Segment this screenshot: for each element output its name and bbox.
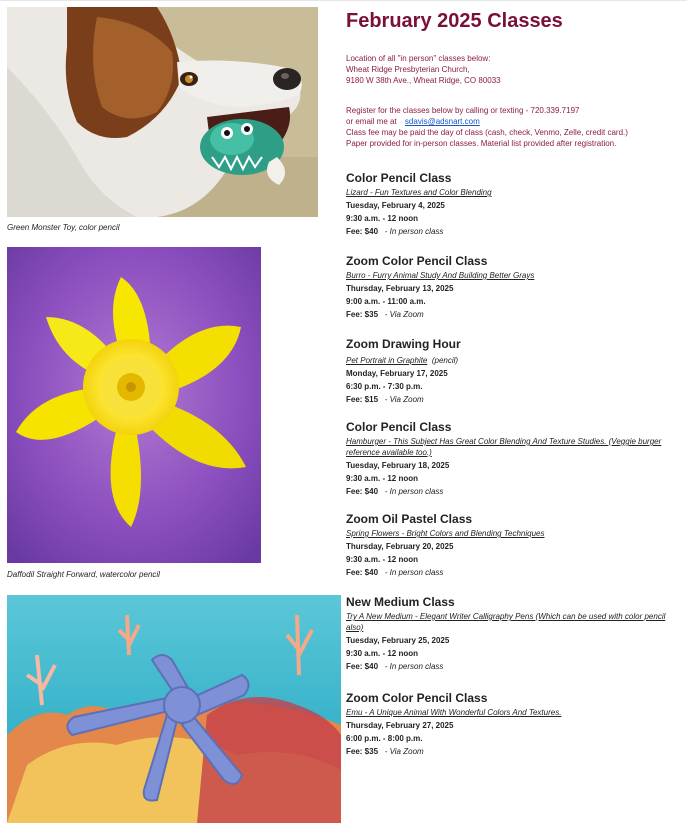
class-mode: - Via Zoom <box>384 310 424 319</box>
top-divider <box>0 0 687 1</box>
artwork-caption: Daffodil Straight Forward, watercolor pencil <box>7 570 160 579</box>
class-time: 9:00 a.m. - 11:00 a.m. <box>346 297 426 306</box>
class-fee: Fee: $40 <box>346 487 379 496</box>
paper-line: Paper provided for in-person classes. Material list provided after registration. <box>346 139 617 148</box>
artwork-caption: Green Monster Toy, color pencil <box>7 223 120 232</box>
fee-payment-line: Class fee may be paid the day of class (cash, check, Venmo, Zelle, credit card.) <box>346 128 628 137</box>
class-fee: Fee: $35 <box>346 747 379 756</box>
class-date: Thursday, February 27, 2025 <box>346 721 454 730</box>
artwork-dog-monster-toy <box>7 7 318 217</box>
class-title: Color Pencil Class <box>346 171 452 185</box>
class-fee: Fee: $35 <box>346 310 379 319</box>
class-date: Thursday, February 20, 2025 <box>346 542 454 551</box>
class-fee: Fee: $40 <box>346 568 379 577</box>
class-mode: - Via Zoom <box>384 747 424 756</box>
class-time: 6:00 p.m. - 8:00 p.m. <box>346 734 423 743</box>
daffodil-illustration <box>7 247 261 563</box>
class-subject: Try A New Medium - Elegant Writer Calligraphy Pens (Which can be used with color pencil also) <box>346 612 666 632</box>
class-title: Zoom Oil Pastel Class <box>346 512 473 526</box>
email-prefix: or email me at <box>346 117 397 126</box>
class-title: Zoom Drawing Hour <box>346 337 461 351</box>
class-subject: Burro - Furry Animal Study And Building Better Grays <box>346 271 535 280</box>
class-subject: Spring Flowers - Bright Colors and Blending Techniques <box>346 529 545 538</box>
class-time: 6:30 p.m. - 7:30 p.m. <box>346 382 423 391</box>
class-subject: Emu - A Unique Animal With Wonderful Colors And Textures. <box>346 708 562 717</box>
class-title: Zoom Color Pencil Class <box>346 254 488 268</box>
class-subject-note: (pencil) <box>431 356 459 365</box>
class-date: Tuesday, February 18, 2025 <box>346 461 450 470</box>
class-entry <box>346 512 676 578</box>
class-entry <box>346 420 676 497</box>
class-fee-row <box>346 309 676 320</box>
class-fee: Fee: $40 <box>346 227 379 236</box>
class-time: 9:30 a.m. - 12 noon <box>346 649 419 658</box>
class-entry <box>346 691 676 757</box>
starfish-illustration <box>7 595 341 823</box>
class-entry <box>346 254 676 320</box>
class-entry <box>346 595 676 672</box>
class-time: 9:30 a.m. - 12 noon <box>346 555 419 564</box>
class-subject: Pet Portrait in Graphite <box>346 356 428 365</box>
class-entry <box>346 337 676 405</box>
class-entry <box>346 171 676 237</box>
class-date: Tuesday, February 4, 2025 <box>346 201 445 210</box>
location-info <box>346 53 501 86</box>
class-subject: Hamburger - This Subject Has Great Color Blending And Texture Studies. (Veggie burger reference available too.) <box>346 437 662 457</box>
class-fee: Fee: $40 <box>346 662 379 671</box>
class-date: Tuesday, February 25, 2025 <box>346 636 450 645</box>
location-line: Wheat Ridge Presbyterian Church, <box>346 65 470 74</box>
class-date: Thursday, February 13, 2025 <box>346 284 454 293</box>
class-time: 9:30 a.m. - 12 noon <box>346 214 419 223</box>
class-mode: - In person class <box>384 487 444 496</box>
class-subject: Lizard - Fun Textures and Color Blending <box>346 188 492 197</box>
email-line <box>346 116 628 127</box>
class-mode: - In person class <box>384 568 444 577</box>
class-mode: - In person class <box>384 662 444 671</box>
artwork-daffodil <box>7 247 261 563</box>
artwork-starfish-coral <box>7 595 341 823</box>
class-mode: - In person class <box>384 227 444 236</box>
email-link[interactable]: sdavis@adsnart.com <box>404 117 480 126</box>
class-fee-row <box>346 394 676 405</box>
class-fee: Fee: $15 <box>346 395 379 404</box>
register-line: Register for the classes below by calling or texting - 720.339.7197 <box>346 106 580 115</box>
class-time: 9:30 a.m. - 12 noon <box>346 474 419 483</box>
class-fee-row <box>346 567 676 578</box>
class-fee-row <box>346 486 676 497</box>
class-fee-row <box>346 746 676 757</box>
class-fee-row <box>346 661 676 672</box>
class-title: Color Pencil Class <box>346 420 452 434</box>
registration-info <box>346 105 628 149</box>
class-fee-row <box>346 226 676 237</box>
class-mode: - Via Zoom <box>384 395 424 404</box>
dog-monster-illustration <box>7 7 318 217</box>
location-line: 9180 W 38th Ave., Wheat Ridge, CO 80033 <box>346 76 501 85</box>
class-date: Monday, February 17, 2025 <box>346 369 448 378</box>
location-line: Location of all "in person" classes below: <box>346 54 491 63</box>
page-title: February 2025 Classes <box>346 10 563 32</box>
class-title: New Medium Class <box>346 595 455 609</box>
class-title: Zoom Color Pencil Class <box>346 691 488 705</box>
class-subject-line <box>346 353 676 366</box>
